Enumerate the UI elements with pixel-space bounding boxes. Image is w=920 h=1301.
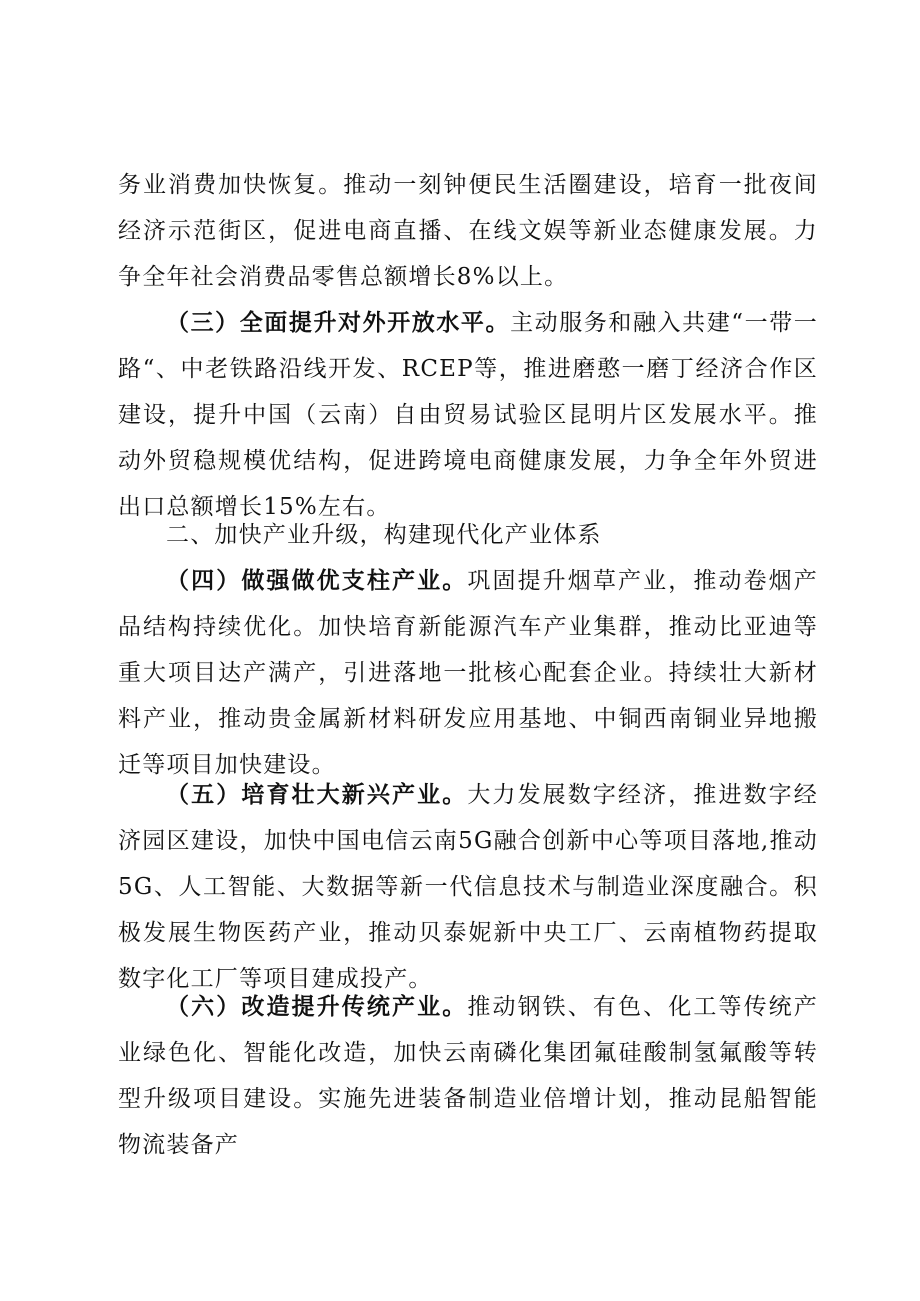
paragraph-pillar-industries: [118, 558, 818, 788]
paragraph-text: 巩固提升烟草产业，推动卷烟产品结构持续优化。加快培育新能源汽车产业集群，推动比亚迪等重大项目达产满产，引进落地一批核心配套企业。持续壮大新材料产业，推动贵金属新材料研发应用基地、中铜西南铜业异地搬迁等项目加快建设。: [118, 568, 818, 778]
paragraph-text: 务业消费加快恢复。推动一刻钟便民生活圈建设，培育一批夜间经济示范街区，促进电商直播、在线文娱等新业态健康发展。力争全年社会消费品零售总额增长8%以上。: [118, 172, 818, 290]
section-heading: 二、加快产业升级，构建现代化产业体系: [166, 522, 602, 548]
paragraph-traditional-industries: [118, 984, 818, 1168]
paragraph-lead: （六）改造提升传统产业。: [166, 993, 468, 1020]
paragraph-opening-up: [118, 300, 818, 530]
paragraph-text: 推动钢铁、有色、化工等传统产业绿色化、智能化改造，加快云南磷化集团氟硅酸制氢氟酸等转型升级项目建设。实施先进装备制造业倍增计划，推动昆船智能物流装备产: [118, 994, 818, 1158]
paragraph-emerging-industries: [118, 772, 818, 1002]
paragraph-lead: （三）全面提升对外开放水平。: [166, 309, 511, 336]
paragraph-lead: （五）培育壮大新兴产业。: [166, 781, 468, 808]
paragraph-consumption: [118, 162, 818, 300]
paragraph-text: 主动服务和融入共建“一带一路“、中老铁路沿线开发、RCEP等，推进磨憨一磨丁经济合作区建设，提升中国（云南）自由贸易试验区昆明片区发展水平。推动外贸稳规模优结构，促进跨境电商健康发展，力争全年外贸进出口总额增长15%左右。: [118, 310, 818, 520]
paragraph-lead: （四）做强做优支柱产业。: [166, 567, 468, 594]
paragraph-text: 大力发展数字经济，推进数字经济园区建设，加快中国电信云南5G融合创新中心等项目落地,推动5G、人工智能、大数据等新一代信息技术与制造业深度融合。积极发展生物医药产业，推动贝泰妮新中央工厂、云南植物药提取数字化工厂等项目建成投产。: [118, 782, 818, 992]
